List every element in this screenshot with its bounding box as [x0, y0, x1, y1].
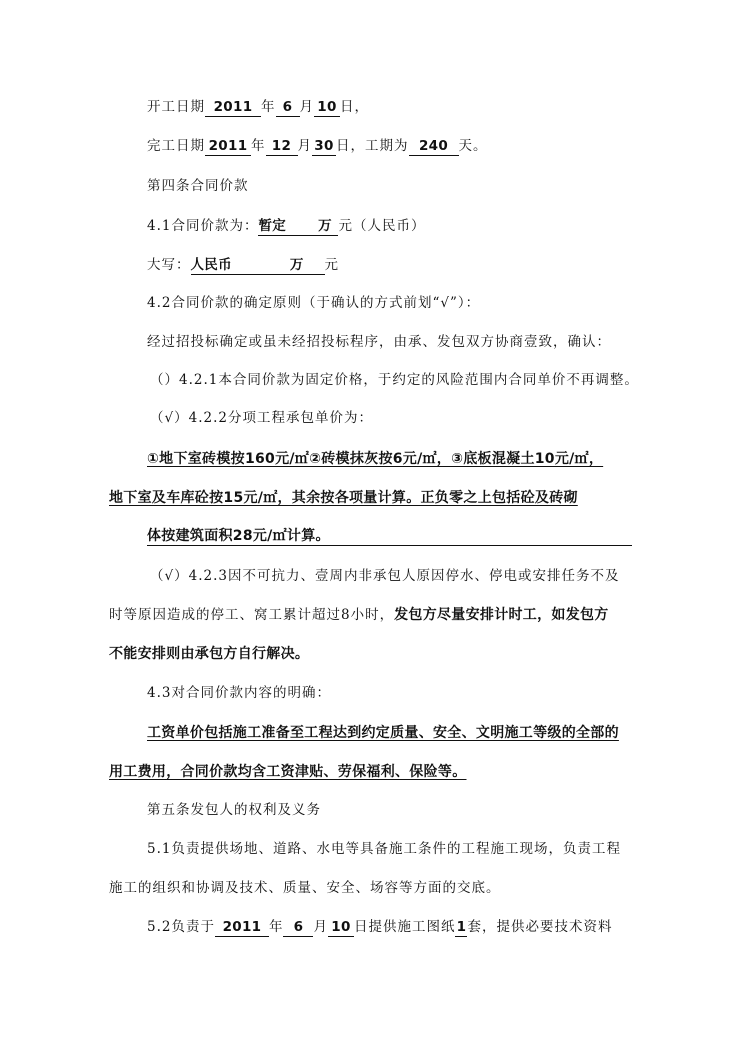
clause-4-1-prefix: 4.1合同价款为： [147, 218, 259, 234]
clause-5-1-line-1: 5.1负责提供场地、道路、水电等具备施工条件的工程施工现场，负责工程 [147, 841, 621, 857]
start-date-line [147, 97, 369, 117]
drawings-count-suffix: 套，提供必要技术资料 [467, 919, 613, 935]
clause-4-2-1: （）4.2.1本合同价款为固定价格，于约定的风险范围内合同单价不再调整。 [150, 372, 639, 388]
wage-note-line-2: 用工费用，合同价款均含工资津贴、劳保福利、保险等。 [109, 764, 467, 780]
duration-days: 240 [409, 138, 459, 156]
drawings-day: 10 [328, 919, 354, 937]
start-month-suffix: 月 [299, 99, 314, 115]
clause-4-2: 4.2合同价款的确定原则（于确认的方式前划“√”）： [147, 295, 481, 311]
drawings-month: 6 [283, 919, 313, 937]
start-day: 10 [314, 99, 340, 117]
wage-note-line-1: 工资单价包括施工准备至工程达到约定质量、安全、文明施工等级的全部的 [147, 725, 619, 741]
unit-prices-line-1: ①地下室砖模按160元/㎡②砖模抹灰按6元/㎡，③底板混凝土10元/㎡， [147, 451, 604, 467]
clause-4-2-3-line-3: 不能安排则由承包方自行解决。 [109, 646, 310, 662]
clause-4-2-3-line-2 [109, 605, 609, 625]
start-year: 2011 [205, 99, 261, 117]
article-5-title: 第五条发包人的权利及义务 [147, 802, 321, 818]
daxie-line [147, 255, 339, 275]
end-date-line [147, 136, 488, 156]
clause-4-2-2: （√）4.2.2分项工程承包单价为： [150, 410, 373, 426]
clause-4-3: 4.3对合同价款内容的明确： [147, 685, 331, 701]
daxie-suffix: 元 [324, 257, 339, 273]
clause-4-1 [147, 216, 425, 236]
daxie-blank [191, 257, 325, 275]
end-date-label: 完工日期 [147, 138, 205, 154]
clause-4-2-3-line-1: （√）4.2.3因不可抗力、壹周内非承包人原因停水、停电或安排任务不及 [150, 568, 620, 584]
daxie-value: 人民币 [190, 257, 232, 273]
daxie-unit: 万 [289, 257, 304, 273]
clause-5-2-prefix: 5.2负责于 [147, 919, 215, 935]
unit-prices-line-2: 地下室及车库砼按15元/㎡，其余按各项量计算。正负零之上包括砼及砖砌 [109, 490, 578, 506]
end-day-suffix: 日，工期为 [336, 138, 409, 154]
clause-4-1-suffix: 元（人民币） [338, 218, 426, 234]
drawings-month-suffix: 月 [313, 919, 328, 935]
end-year-suffix: 年 [251, 138, 266, 154]
unit-prices-underline [147, 545, 632, 546]
start-day-suffix: 日， [340, 99, 369, 115]
clause-4-2-intro: 经过招投标确定或虽未经招投标程序，由承、发包双方协商壹致，确认： [147, 334, 611, 350]
end-year: 2011 [205, 138, 251, 156]
clause-4-2-3-normal-text: 时等原因造成的停工、窝工累计超过8小时， [109, 607, 395, 623]
start-year-suffix: 年 [261, 99, 276, 115]
contract-price-value: 暂定 [258, 218, 287, 234]
contract-price-blank [258, 218, 338, 236]
drawings-year: 2011 [215, 919, 269, 937]
drawings-year-suffix: 年 [268, 919, 284, 935]
unit-prices-line-3: 体按建筑面积28元/㎡计算。 [147, 528, 330, 544]
contract-price-unit: 万 [318, 218, 332, 234]
clause-5-2 [147, 917, 612, 937]
drawings-day-suffix: 日提供施工图纸 [353, 919, 456, 935]
start-date-label: 开工日期 [147, 99, 205, 115]
start-month: 6 [276, 99, 300, 117]
end-day: 30 [312, 138, 336, 156]
daxie-prefix: 大写： [147, 257, 191, 273]
clause-4-2-3-bold-text: 发包方尽量安排计时工，如发包方 [394, 607, 609, 623]
end-month-suffix: 月 [297, 138, 312, 154]
duration-suffix: 天。 [458, 138, 488, 154]
article-4-title: 第四条合同价款 [147, 178, 249, 194]
clause-5-1-line-2: 施工的组织和协调及技术、质量、安全、场容等方面的交底。 [109, 880, 501, 896]
drawings-count: 1 [456, 919, 467, 935]
end-month: 12 [266, 138, 298, 156]
